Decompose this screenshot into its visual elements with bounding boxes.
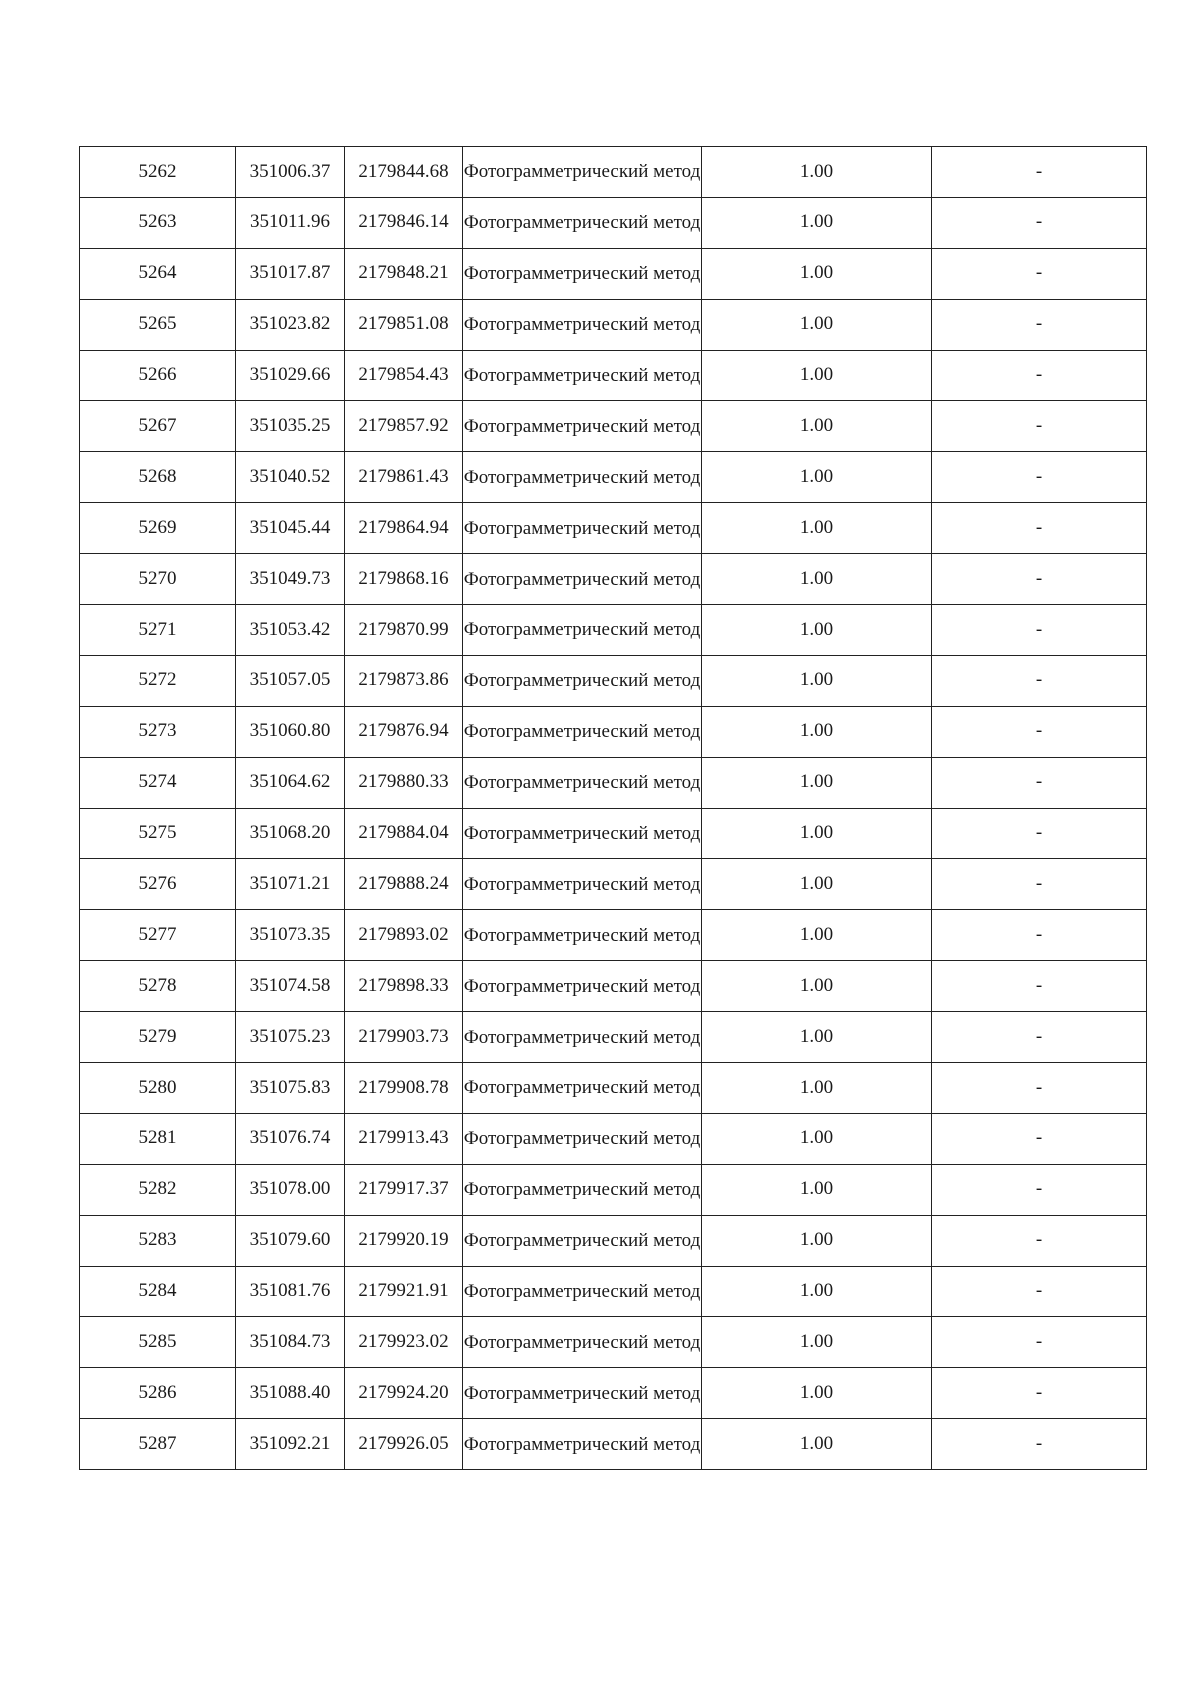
method-cell: Фотограмметрический метод [463, 605, 702, 656]
accuracy-cell: 1.00 [702, 452, 932, 503]
table-row [80, 706, 1147, 757]
coordinates-table [79, 146, 1147, 1470]
x-coordinate-cell: 351029.66 [236, 350, 345, 401]
note-cell: - [932, 961, 1147, 1012]
point-number-cell: 5278 [80, 961, 236, 1012]
accuracy-cell: 1.00 [702, 1063, 932, 1114]
note-cell: - [932, 808, 1147, 859]
table-row [80, 910, 1147, 961]
y-coordinate-cell: 2179888.24 [345, 859, 463, 910]
accuracy-cell: 1.00 [702, 808, 932, 859]
y-coordinate-cell: 2179848.21 [345, 248, 463, 299]
method-cell: Фотограмметрический метод [463, 1368, 702, 1419]
method-cell: Фотограмметрический метод [463, 299, 702, 350]
table-row [80, 1164, 1147, 1215]
method-cell: Фотограмметрический метод [463, 401, 702, 452]
x-coordinate-cell: 351011.96 [236, 197, 345, 248]
y-coordinate-cell: 2179857.92 [345, 401, 463, 452]
x-coordinate-cell: 351064.62 [236, 757, 345, 808]
y-coordinate-cell: 2179913.43 [345, 1113, 463, 1164]
note-cell: - [932, 757, 1147, 808]
note-cell: - [932, 1113, 1147, 1164]
point-number-cell: 5276 [80, 859, 236, 910]
y-coordinate-cell: 2179898.33 [345, 961, 463, 1012]
x-coordinate-cell: 351049.73 [236, 554, 345, 605]
y-coordinate-cell: 2179908.78 [345, 1063, 463, 1114]
accuracy-cell: 1.00 [702, 503, 932, 554]
accuracy-cell: 1.00 [702, 605, 932, 656]
accuracy-cell: 1.00 [702, 706, 932, 757]
x-coordinate-cell: 351060.80 [236, 706, 345, 757]
x-coordinate-cell: 351078.00 [236, 1164, 345, 1215]
x-coordinate-cell: 351075.23 [236, 1012, 345, 1063]
y-coordinate-cell: 2179917.37 [345, 1164, 463, 1215]
method-cell: Фотограмметрический метод [463, 961, 702, 1012]
method-cell: Фотограмметрический метод [463, 1317, 702, 1368]
note-cell: - [932, 1164, 1147, 1215]
method-cell: Фотограмметрический метод [463, 706, 702, 757]
table-row [80, 757, 1147, 808]
note-cell: - [932, 605, 1147, 656]
x-coordinate-cell: 351074.58 [236, 961, 345, 1012]
point-number-cell: 5268 [80, 452, 236, 503]
y-coordinate-cell: 2179876.94 [345, 706, 463, 757]
method-cell: Фотограмметрический метод [463, 350, 702, 401]
note-cell: - [932, 350, 1147, 401]
table-body [80, 147, 1147, 1470]
method-cell: Фотограмметрический метод [463, 655, 702, 706]
y-coordinate-cell: 2179846.14 [345, 197, 463, 248]
y-coordinate-cell: 2179864.94 [345, 503, 463, 554]
y-coordinate-cell: 2179893.02 [345, 910, 463, 961]
table-row [80, 1113, 1147, 1164]
point-number-cell: 5275 [80, 808, 236, 859]
x-coordinate-cell: 351057.05 [236, 655, 345, 706]
method-cell: Фотограмметрический метод [463, 1164, 702, 1215]
method-cell: Фотограмметрический метод [463, 503, 702, 554]
method-cell: Фотограмметрический метод [463, 452, 702, 503]
point-number-cell: 5283 [80, 1215, 236, 1266]
table-row [80, 1419, 1147, 1470]
method-cell: Фотограмметрический метод [463, 1215, 702, 1266]
table-row [80, 350, 1147, 401]
accuracy-cell: 1.00 [702, 1113, 932, 1164]
point-number-cell: 5264 [80, 248, 236, 299]
y-coordinate-cell: 2179844.68 [345, 147, 463, 198]
x-coordinate-cell: 351073.35 [236, 910, 345, 961]
note-cell: - [932, 248, 1147, 299]
note-cell: - [932, 706, 1147, 757]
note-cell: - [932, 503, 1147, 554]
point-number-cell: 5287 [80, 1419, 236, 1470]
point-number-cell: 5269 [80, 503, 236, 554]
note-cell: - [932, 1063, 1147, 1114]
note-cell: - [932, 147, 1147, 198]
accuracy-cell: 1.00 [702, 554, 932, 605]
point-number-cell: 5282 [80, 1164, 236, 1215]
table-row [80, 859, 1147, 910]
point-number-cell: 5281 [80, 1113, 236, 1164]
accuracy-cell: 1.00 [702, 1317, 932, 1368]
point-number-cell: 5285 [80, 1317, 236, 1368]
note-cell: - [932, 197, 1147, 248]
table-row [80, 1012, 1147, 1063]
table-row [80, 961, 1147, 1012]
table-row [80, 1063, 1147, 1114]
method-cell: Фотограмметрический метод [463, 1063, 702, 1114]
y-coordinate-cell: 2179920.19 [345, 1215, 463, 1266]
method-cell: Фотограмметрический метод [463, 1113, 702, 1164]
x-coordinate-cell: 351040.52 [236, 452, 345, 503]
note-cell: - [932, 1012, 1147, 1063]
note-cell: - [932, 1266, 1147, 1317]
accuracy-cell: 1.00 [702, 1419, 932, 1470]
note-cell: - [932, 299, 1147, 350]
table-row [80, 401, 1147, 452]
x-coordinate-cell: 351053.42 [236, 605, 345, 656]
point-number-cell: 5267 [80, 401, 236, 452]
y-coordinate-cell: 2179880.33 [345, 757, 463, 808]
x-coordinate-cell: 351092.21 [236, 1419, 345, 1470]
table-row [80, 147, 1147, 198]
accuracy-cell: 1.00 [702, 1368, 932, 1419]
note-cell: - [932, 1215, 1147, 1266]
point-number-cell: 5262 [80, 147, 236, 198]
table-row [80, 1266, 1147, 1317]
x-coordinate-cell: 351023.82 [236, 299, 345, 350]
y-coordinate-cell: 2179868.16 [345, 554, 463, 605]
point-number-cell: 5266 [80, 350, 236, 401]
accuracy-cell: 1.00 [702, 1164, 932, 1215]
note-cell: - [932, 452, 1147, 503]
note-cell: - [932, 1317, 1147, 1368]
x-coordinate-cell: 351071.21 [236, 859, 345, 910]
note-cell: - [932, 1419, 1147, 1470]
table-row [80, 655, 1147, 706]
table-row [80, 554, 1147, 605]
accuracy-cell: 1.00 [702, 859, 932, 910]
table-row [80, 197, 1147, 248]
method-cell: Фотограмметрический метод [463, 1419, 702, 1470]
method-cell: Фотограмметрический метод [463, 910, 702, 961]
point-number-cell: 5286 [80, 1368, 236, 1419]
accuracy-cell: 1.00 [702, 299, 932, 350]
accuracy-cell: 1.00 [702, 961, 932, 1012]
table-row [80, 808, 1147, 859]
y-coordinate-cell: 2179870.99 [345, 605, 463, 656]
table-row [80, 503, 1147, 554]
note-cell: - [932, 554, 1147, 605]
point-number-cell: 5270 [80, 554, 236, 605]
y-coordinate-cell: 2179903.73 [345, 1012, 463, 1063]
method-cell: Фотограмметрический метод [463, 248, 702, 299]
table-row [80, 1317, 1147, 1368]
point-number-cell: 5265 [80, 299, 236, 350]
accuracy-cell: 1.00 [702, 910, 932, 961]
accuracy-cell: 1.00 [702, 401, 932, 452]
point-number-cell: 5271 [80, 605, 236, 656]
y-coordinate-cell: 2179851.08 [345, 299, 463, 350]
point-number-cell: 5279 [80, 1012, 236, 1063]
x-coordinate-cell: 351035.25 [236, 401, 345, 452]
point-number-cell: 5277 [80, 910, 236, 961]
accuracy-cell: 1.00 [702, 757, 932, 808]
x-coordinate-cell: 351076.74 [236, 1113, 345, 1164]
y-coordinate-cell: 2179861.43 [345, 452, 463, 503]
note-cell: - [932, 910, 1147, 961]
point-number-cell: 5280 [80, 1063, 236, 1114]
accuracy-cell: 1.00 [702, 1012, 932, 1063]
method-cell: Фотограмметрический метод [463, 757, 702, 808]
point-number-cell: 5263 [80, 197, 236, 248]
accuracy-cell: 1.00 [702, 1266, 932, 1317]
note-cell: - [932, 655, 1147, 706]
y-coordinate-cell: 2179854.43 [345, 350, 463, 401]
accuracy-cell: 1.00 [702, 350, 932, 401]
point-number-cell: 5272 [80, 655, 236, 706]
note-cell: - [932, 1368, 1147, 1419]
method-cell: Фотограмметрический метод [463, 554, 702, 605]
point-number-cell: 5284 [80, 1266, 236, 1317]
method-cell: Фотограмметрический метод [463, 197, 702, 248]
table-row [80, 1215, 1147, 1266]
point-number-cell: 5273 [80, 706, 236, 757]
x-coordinate-cell: 351045.44 [236, 503, 345, 554]
note-cell: - [932, 859, 1147, 910]
table-row [80, 452, 1147, 503]
y-coordinate-cell: 2179884.04 [345, 808, 463, 859]
x-coordinate-cell: 351084.73 [236, 1317, 345, 1368]
method-cell: Фотограмметрический метод [463, 1266, 702, 1317]
y-coordinate-cell: 2179924.20 [345, 1368, 463, 1419]
y-coordinate-cell: 2179923.02 [345, 1317, 463, 1368]
accuracy-cell: 1.00 [702, 655, 932, 706]
table-row [80, 248, 1147, 299]
method-cell: Фотограмметрический метод [463, 147, 702, 198]
x-coordinate-cell: 351006.37 [236, 147, 345, 198]
accuracy-cell: 1.00 [702, 147, 932, 198]
note-cell: - [932, 401, 1147, 452]
x-coordinate-cell: 351068.20 [236, 808, 345, 859]
x-coordinate-cell: 351081.76 [236, 1266, 345, 1317]
x-coordinate-cell: 351079.60 [236, 1215, 345, 1266]
x-coordinate-cell: 351088.40 [236, 1368, 345, 1419]
table-row [80, 1368, 1147, 1419]
y-coordinate-cell: 2179921.91 [345, 1266, 463, 1317]
accuracy-cell: 1.00 [702, 197, 932, 248]
x-coordinate-cell: 351075.83 [236, 1063, 345, 1114]
method-cell: Фотограмметрический метод [463, 1012, 702, 1063]
method-cell: Фотограмметрический метод [463, 808, 702, 859]
x-coordinate-cell: 351017.87 [236, 248, 345, 299]
y-coordinate-cell: 2179873.86 [345, 655, 463, 706]
table-row [80, 605, 1147, 656]
point-number-cell: 5274 [80, 757, 236, 808]
table-row [80, 299, 1147, 350]
accuracy-cell: 1.00 [702, 1215, 932, 1266]
method-cell: Фотограмметрический метод [463, 859, 702, 910]
y-coordinate-cell: 2179926.05 [345, 1419, 463, 1470]
accuracy-cell: 1.00 [702, 248, 932, 299]
